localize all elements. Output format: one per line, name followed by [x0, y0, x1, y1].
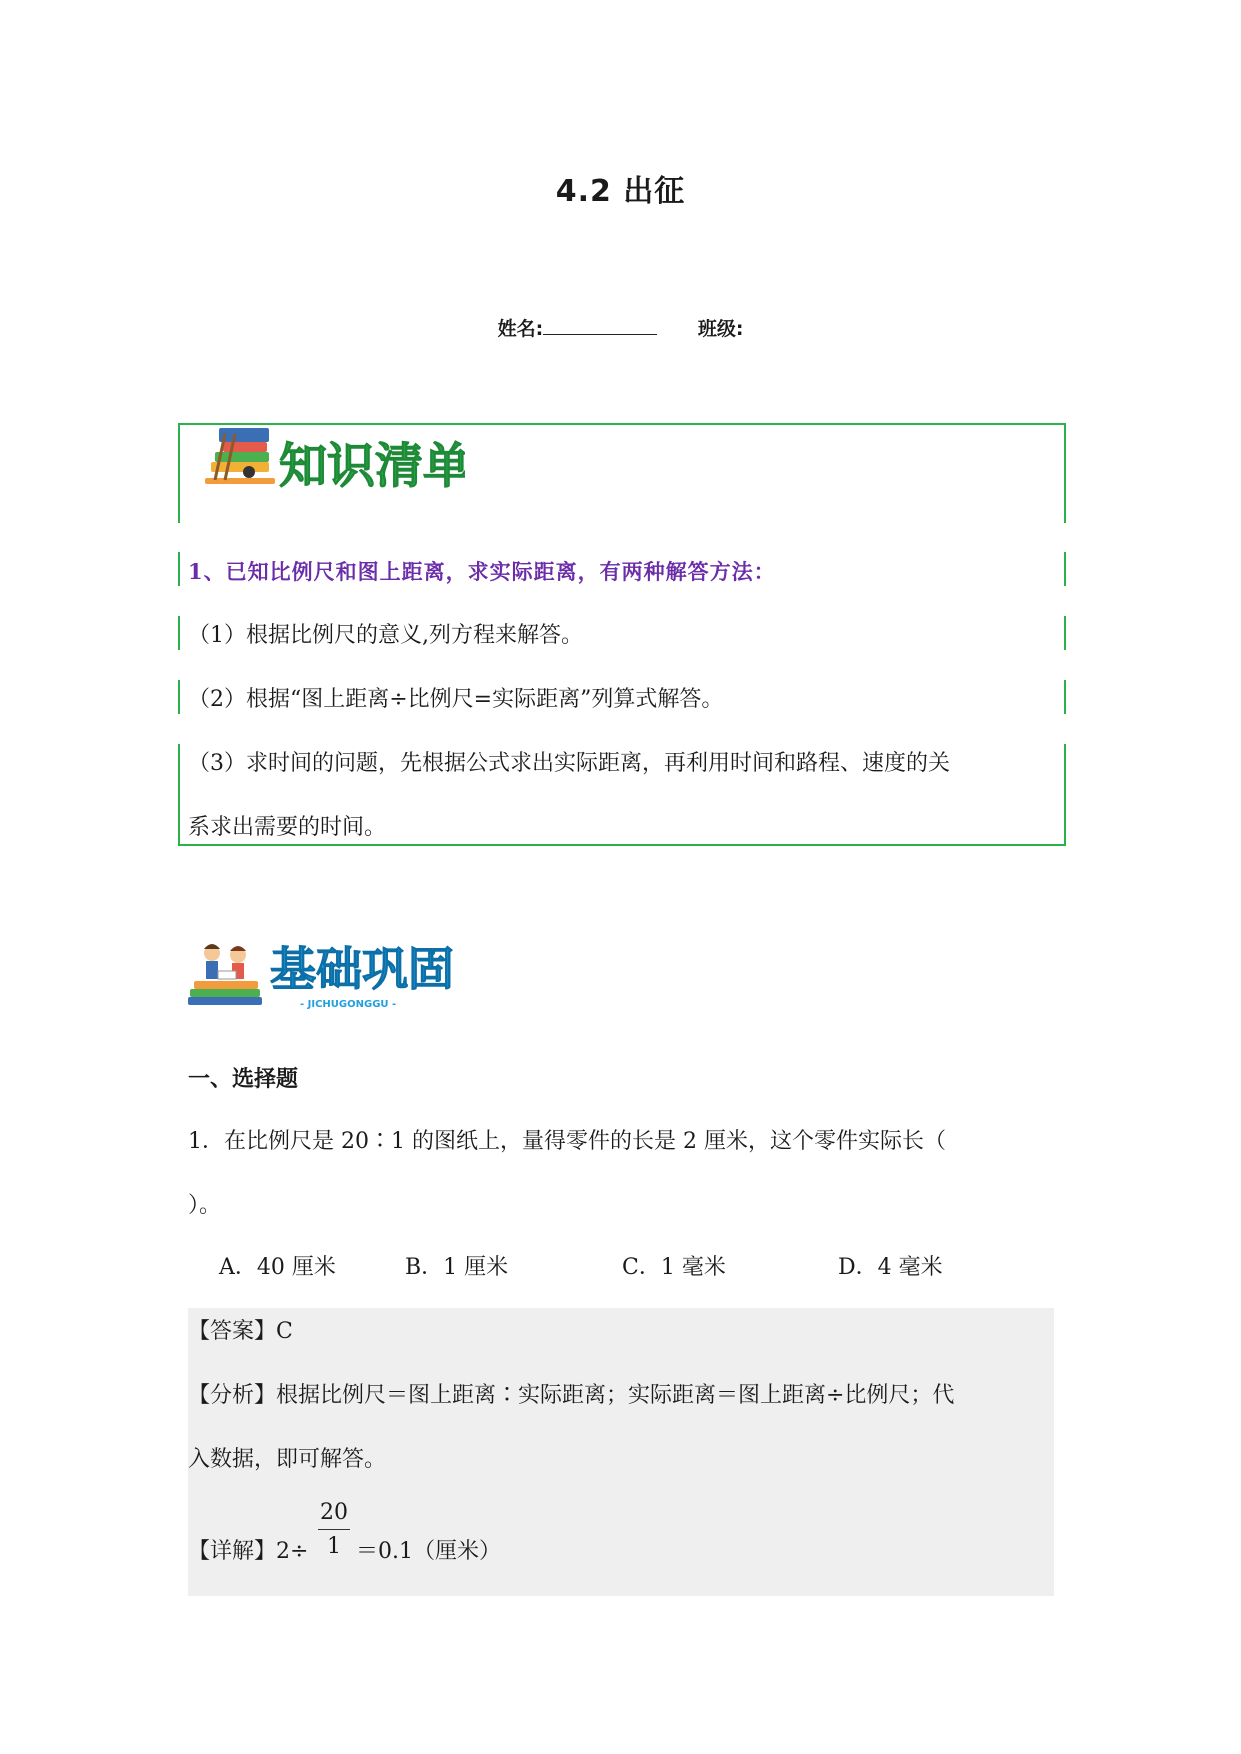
question-text: ）。: [188, 1193, 222, 1218]
knowledge-box-right-border: [1064, 680, 1066, 714]
fraction-numerator: 20: [320, 1500, 348, 1525]
basics-banner-text: 基础巩固: [270, 942, 454, 996]
knowledge-box-right-border: [1064, 423, 1066, 523]
knowledge-box-left-border: [178, 552, 180, 586]
option-c[interactable]: C．1 毫米: [622, 1255, 726, 1280]
fraction-bar: [318, 1529, 350, 1530]
name-class-row: [0, 314, 1241, 341]
analysis-line: 入数据，即可解答。: [188, 1447, 387, 1472]
knowledge-item: （2）根据“图上距离÷比例尺=实际距离”列算式解答。: [188, 687, 724, 712]
knowledge-item: 系求出需要的时间。: [188, 815, 387, 840]
knowledge-banner-text: 知识清单: [279, 438, 465, 494]
knowledge-box-left-border: [178, 616, 180, 650]
books-ladder-icon: [205, 428, 465, 498]
knowledge-box-right-border: [1064, 744, 1066, 846]
knowledge-heading: 1、已知比例尺和图上距离，求实际距离，有两种解答方法：: [188, 559, 776, 584]
knowledge-box-left-border: [178, 744, 180, 846]
knowledge-box-right-border: [1064, 616, 1066, 650]
knowledge-box-bottom-border: [178, 844, 1066, 846]
page-title: 4.2 出征: [555, 174, 686, 209]
section-heading: 一、选择题: [188, 1067, 299, 1092]
knowledge-box-left-border: [178, 423, 180, 523]
fraction-denominator: 1: [327, 1534, 341, 1559]
knowledge-box-right-border: [1064, 552, 1066, 586]
detail-prefix: 【详解】2÷: [188, 1539, 309, 1564]
knowledge-banner: [205, 428, 465, 498]
basics-banner: [188, 935, 488, 1015]
option-d[interactable]: D．4 毫米: [838, 1255, 943, 1280]
class-label: 班级:: [697, 318, 744, 340]
question-text: 1．在比例尺是 20∶1 的图纸上，量得零件的长是 2 厘米，这个零件实际长（: [188, 1129, 946, 1154]
name-blank[interactable]: [543, 316, 657, 335]
analysis-line: 【分析】根据比例尺＝图上距离∶实际距离；实际距离＝图上距离÷比例尺；代: [188, 1383, 955, 1408]
knowledge-box-top-border: [178, 423, 1066, 425]
fraction: [316, 1500, 352, 1559]
name-label: 姓名:: [497, 318, 544, 340]
knowledge-item: （3）求时间的问题，先根据公式求出实际距离，再利用时间和路程、速度的关: [188, 751, 950, 776]
answer-line: 【答案】C: [188, 1319, 293, 1344]
knowledge-item: （1）根据比例尺的意义,列方程来解答。: [188, 623, 583, 648]
detail-suffix: ＝0.1（厘米）: [356, 1539, 501, 1564]
kids-reading-icon: [188, 935, 488, 1015]
option-a[interactable]: A．40 厘米: [219, 1255, 336, 1280]
option-b[interactable]: B．1 厘米: [405, 1255, 509, 1280]
knowledge-box-left-border: [178, 680, 180, 714]
basics-banner-subtext: - JICHUGONGGU -: [300, 999, 397, 1010]
